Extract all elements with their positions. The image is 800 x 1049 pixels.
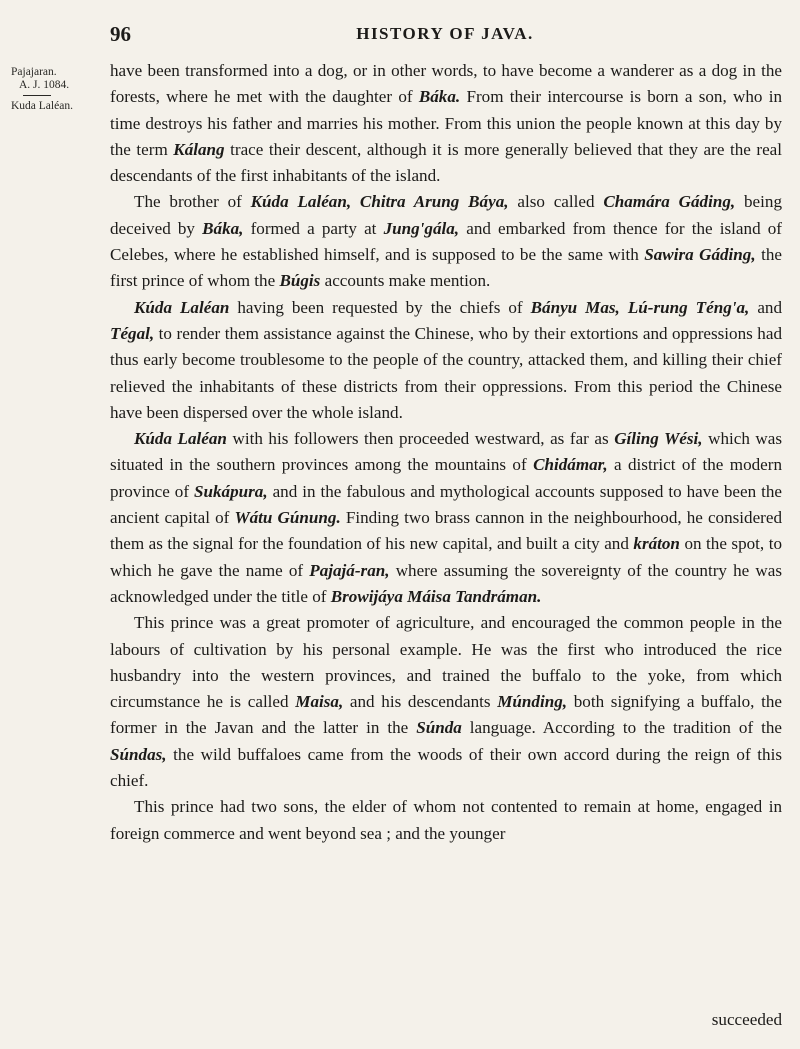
text-run: on the spot, to which he gave the name of [110,534,782,580]
text-run: From their intercourse is born a son, who in time destroys his father and marries his mother. From this union the people known at this day by the term [110,87,783,159]
body-text [110,58,782,847]
text-run: where assuming the sovereignty of the country he was acknowledged under the title of [110,560,782,606]
page-number: 96 [110,22,131,46]
italic-name: Múnding, [497,692,568,712]
margin-notes [11,66,106,113]
italic-name: Chamára Gáding, [603,192,736,212]
margin-rule [23,95,51,96]
margin-note-place: Pajajaran. [11,66,57,78]
text-run: with his followers then proceeded westward, as far as [226,429,615,449]
text-run: being deceived by [110,192,782,238]
italic-name: Browijáya Máisa Tandráman. [330,586,542,606]
paragraph [110,58,782,189]
italic-name: Báka, [202,218,244,238]
italic-name: Maisa, [295,692,344,712]
italic-name: Báka. [418,87,461,107]
italic-name: Kálang [173,139,225,159]
text-run: language. According to the tradition of the [461,718,782,738]
italic-name: Sukápura, [193,481,268,501]
text-run: and in the fabulous and mythological accounts supposed to have been the ancient capital of [110,481,782,528]
italic-name: Súnda [416,718,462,738]
text-run: both signifying a buffalo, the former in the Javan and the latter in the [110,692,782,738]
text-run: This prince was a great promoter of agriculture, and encouraged the common people in the labours of cultivation by his personal example. He was the first who introduced the rice husbandry into the western provinces, and trained the buffalo to the yoke, from which circumstance he is called [110,613,782,712]
italic-name: Pajajá-ran, [309,560,390,580]
text-run: The brother of [134,192,251,212]
text-run: which was situated in the southern provinces among the mountains of [110,429,783,475]
italic-name: Wátu Gúnung. [234,508,341,528]
italic-name: kráton [633,534,680,554]
catchword: succeeded [711,1010,782,1029]
italic-name: Jung'gála, [383,218,460,238]
italic-name: Kúda Laléan [134,429,227,449]
text-run: formed a party at [243,218,384,238]
italic-name: Kúda Laléan [134,297,230,317]
italic-name: Gíling Wési, [614,429,703,449]
text-run: Finding two brass cannon in the neighbourhood, he considered them as the signal for the foundation of his new capital, and built a city and [110,508,783,554]
text-run: and [749,297,782,317]
paragraph [110,794,782,847]
margin-note-year: A. J. 1084. [19,79,70,91]
text-run: and embarked from thence for the island of Celebes, where he established himself, and is supposed to be the same with [110,218,782,265]
italic-name: Tégal, [110,323,155,343]
text-run: and his descendants [343,692,498,712]
text-run: a district of the modern province of [110,455,782,501]
text-run: the wild buffaloes came from the woods of their own accord during the reign of this chief. [110,744,782,791]
italic-name: Kúda Laléan, Chitra Arung Báya, [250,192,509,212]
text-run: the first prince of whom the [110,245,782,291]
paragraph [110,189,782,294]
text-run: having been requested by the chiefs of [229,297,531,317]
paragraph [110,295,782,426]
running-title: HISTORY OF JAVA. [356,24,534,43]
text-run: have been transformed into a dog, or in other words, to have become a wanderer as a dog in the forests, where he met with the daughter of [110,61,782,107]
text-run: also called [508,192,604,212]
paragraph [110,610,782,794]
paragraph [110,426,782,610]
italic-name: Búgis [279,271,321,291]
page-header [110,22,780,52]
text-run: This prince had two sons, the elder of whom not contented to remain at home, engaged in foreign commerce and went beyond sea ; and the younger [110,797,782,843]
italic-name: Sawira Gáding, [644,245,756,265]
margin-note-name: Kuda Laléan. [11,100,73,112]
italic-name: Chidámar, [533,455,608,475]
text-run: trace their descent, although it is more generally believed that they are the real descendants of the first inhabitants of the island. [110,139,782,186]
italic-name: Súndas, [110,744,167,764]
italic-name: Bányu Mas, Lú-rung Téng'a, [530,297,750,317]
text-run: to render them assistance against the Chinese, who by their extortions and oppressions had thus early become troublesome to the people of the country, attacked them, and killing their chief relieved the inhabitants of these districts from their oppressions. From this period the Chinese have been dispersed over the whole island. [110,323,782,422]
text-run: accounts make mention. [320,271,491,291]
